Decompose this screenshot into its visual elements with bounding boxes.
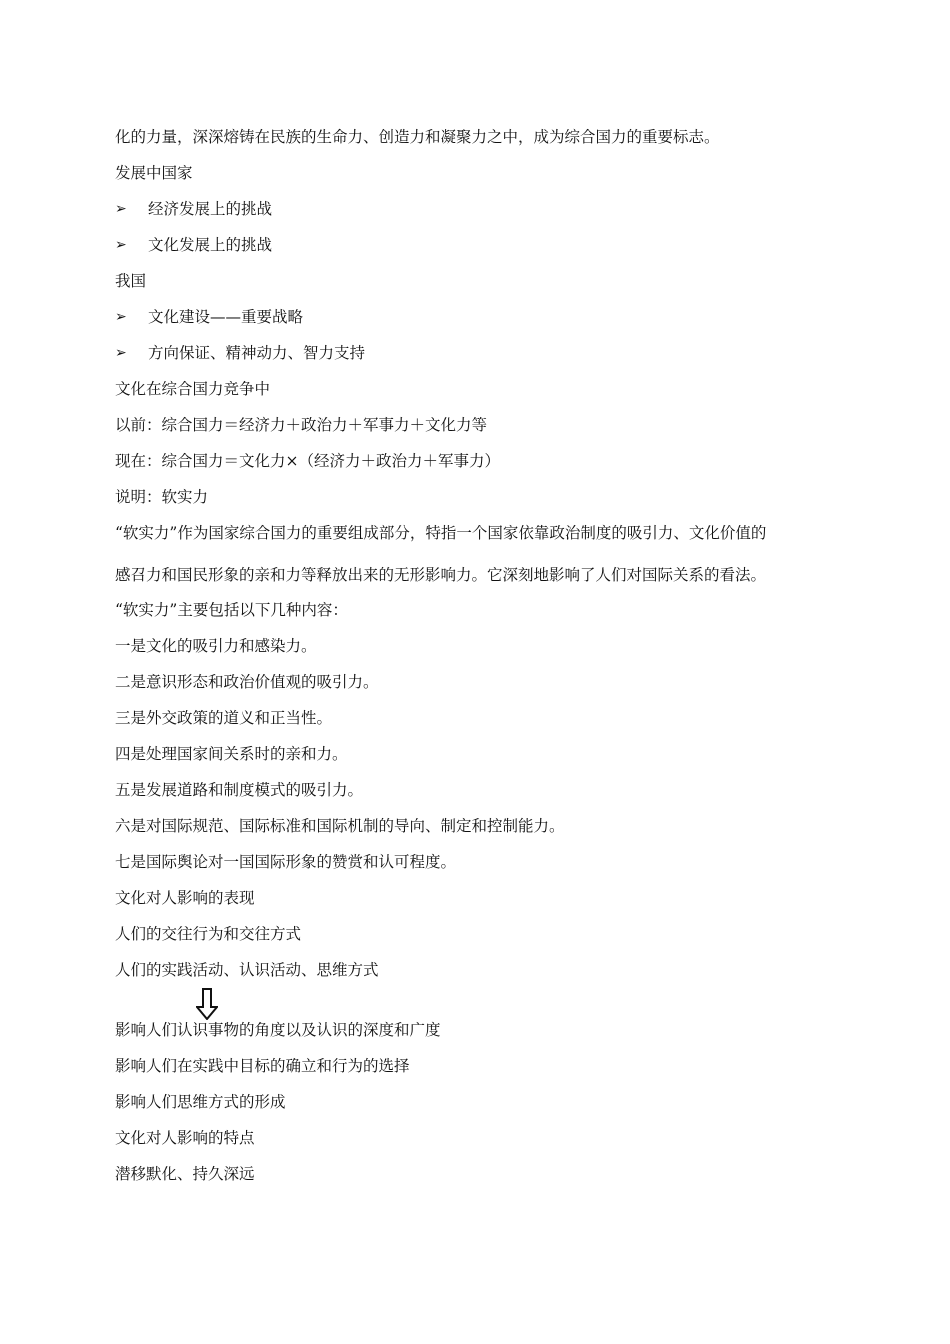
section-heading: 文化对人影响的表现 [115, 889, 255, 907]
text-line: 人们的实践活动、认识活动、思维方式 [115, 961, 379, 979]
text-line: 现在：综合国力＝文化力×（经济力＋政治力＋军事力） [115, 452, 500, 470]
list-item: 三是外交政策的道义和正当性。 [115, 709, 333, 727]
text-line: 影响人们在实践中目标的确立和行为的选择 [115, 1057, 410, 1075]
down-arrow-icon [196, 988, 218, 1020]
bullet-item: 方向保证、精神动力、智力支持 [148, 344, 366, 362]
list-item: 七是国际舆论对一国国际形象的赞赏和认可程度。 [115, 853, 457, 871]
section-heading: 发展中国家 [115, 164, 193, 182]
bullet-item: 文化建设——重要战略 [148, 308, 304, 326]
list-item: 一是文化的吸引力和感染力。 [115, 637, 317, 655]
section-heading: 我国 [115, 272, 147, 290]
text-line: 人们的交往行为和交往方式 [115, 925, 302, 943]
text-line: 影响人们认识事物的角度以及认识的深度和广度 [115, 1021, 441, 1039]
text-line: 影响人们思维方式的形成 [115, 1093, 286, 1111]
text-line: 化的力量，深深熔铸在民族的生命力、创造力和凝聚力之中，成为综合国力的重要标志。 [115, 128, 720, 146]
list-item: 二是意识形态和政治价值观的吸引力。 [115, 673, 379, 691]
bullet-icon: ➢ [115, 309, 127, 325]
list-item: 四是处理国家间关系时的亲和力。 [115, 745, 348, 763]
section-heading: 文化对人影响的特点 [115, 1129, 255, 1147]
text-line: 说明：软实力 [115, 488, 209, 506]
bullet-item: 经济发展上的挑战 [148, 200, 273, 218]
list-item: 六是对国际规范、国际标准和国际机制的导向、制定和控制能力。 [115, 817, 565, 835]
paragraph-line: 感召力和国民形象的亲和力等释放出来的无形影响力。它深刻地影响了人们对国际关系的看法。 [115, 566, 767, 584]
bullet-item: 文化发展上的挑战 [148, 236, 273, 254]
bullet-icon: ➢ [115, 201, 127, 217]
bullet-icon: ➢ [115, 345, 127, 361]
text-line: 以前：综合国力＝经济力＋政治力＋军事力＋文化力等 [115, 416, 488, 434]
paragraph-line: “软实力”作为国家综合国力的重要组成部分，特指一个国家依靠政治制度的吸引力、文化价值的 [115, 524, 767, 542]
text-line: 潜移默化、持久深远 [115, 1165, 255, 1183]
list-item: 五是发展道路和制度模式的吸引力。 [115, 781, 364, 799]
text-line: “软实力”主要包括以下几种内容： [115, 601, 348, 619]
section-heading: 文化在综合国力竞争中 [115, 380, 271, 398]
bullet-icon: ➢ [115, 237, 127, 253]
